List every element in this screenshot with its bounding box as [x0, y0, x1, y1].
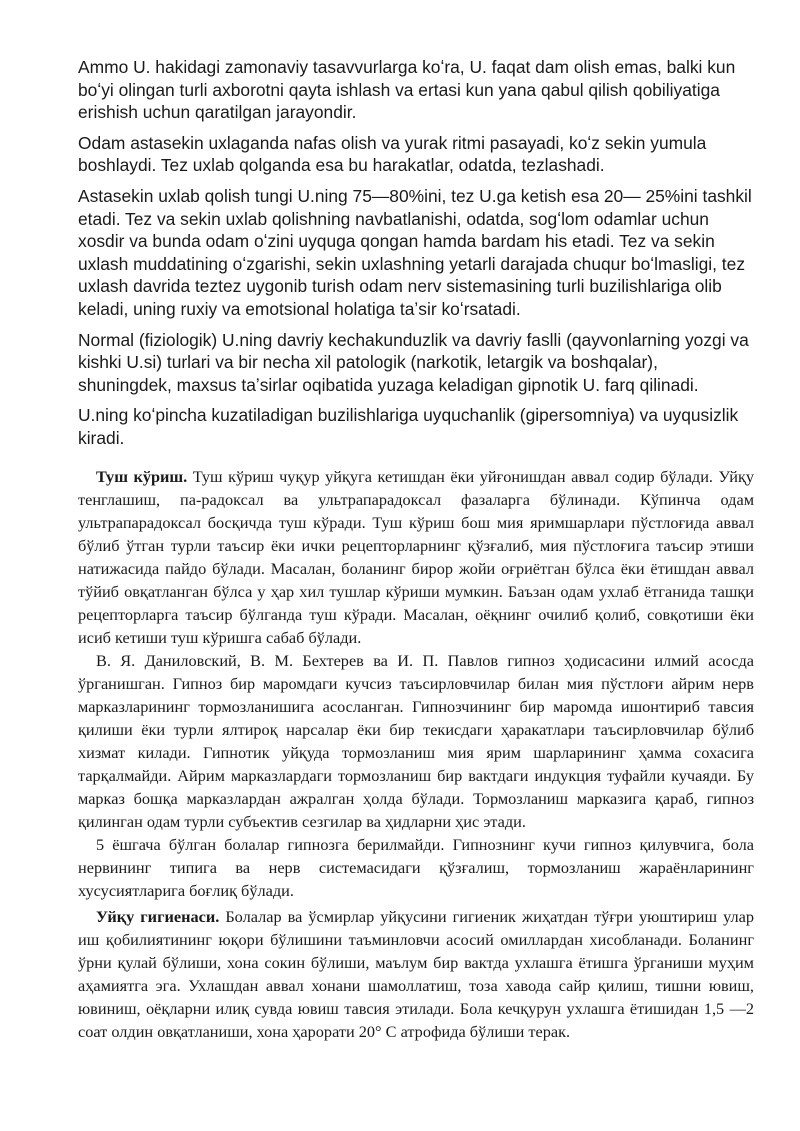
- hygiene-text: Болалар ва ўсмирлар уйқусини гигиеник жиҳатдан тўғри уюштириш улар иш қобилиятининг юқори бўлишини таъминловчи асосий омиллардан хисобланади. Боланинг ўрни қулай бўлиши, хона сокин бўлиши, маълум бир вактда ухлашга ётишга ўрганиши муҳим аҳамиятга эга. Ухлашдан аввал хонани шамоллатиш, тоза хавода сайр қилиш, тишни ювиш, ювиниш, оёқларни илиқ сувда ювиш тавсия этилади. Бола кечқурун ухлашга ётишидан 1,5 —2 соат олдин овқатланиши, хона ҳарорати 20° С атрофида бўлиши терак.: [78, 906, 754, 1041]
- dream-paragraph: [78, 465, 754, 649]
- hygiene-heading: Уйқу гигиенаси.: [96, 906, 220, 926]
- hygiene-paragraph: [78, 905, 754, 1043]
- paragraph: Odam astasekin uxlaganda nafas olish va yurak ritmi pasayadi, koʻz sekin yumula boshlaydi. Tez uxlab qolganda esa bu harakatlar, odatda, tezlashadi.: [78, 132, 707, 176]
- paragraph: Astasekin uxlab qolish tungi U.ning 75—80%ini, tez U.ga ketish esa 20— 25%ini tashkil etadi. Tez va sekin uxlab qolishning navbatlanishi, odatda, sogʻlom odamlar uchun xosdir va bunda odam oʻzini uyquga qongan hamda bardam his etadi. Tez va sekin uxlash muddatining oʻzgarishi, sekin uxlashning yetarli darajada chuqur boʻlmasligi, tez uxlash davrida teztez uygonib turish odam nerv sistemasining turli buzilishlariga olib keladi, uning ruxiy va emotsional holatiga taʼsir koʻrsatadi.: [78, 185, 752, 319]
- document-page: [78, 56, 754, 1043]
- hypnosis-paragraph: В. Я. Даниловский, В. М. Бехтерев ва И. П. Павлов гипноз ҳодисасини илмий асосда ўрганишган. Гипноз бир маромдаги кучсиз таъсирловчилар билан мия пўстлоғи айрим нерв марказларининг тормозланишига асосланган. Гипнозчининг бир маромда ишонтириб тавсия қилиши ёки турли ялтироқ нарсалар ёки бир текисдаги ҳаракатлари таъсирловчилар бўлиб хизмат килади. Гипнотик уйқуда тормозланиш мия ярим шарларининг ҳамма сохасига тарқалмайди. Айрим марказлардаги тормозланиш бир вактдаги индукция туфайли кучаяди. Бу марказ бошқа марказлардан ажралган ҳолда бўлади. Тормозланиш марказига қараб, гипноз қилинган одам турли субъектив сезгилар ва ҳидларни ҳис этади.: [78, 650, 754, 831]
- children-paragraph: 5 ёшгача бўлган болалар гипнозга берилмайди. Гипнознинг кучи гипноз қилувчига, бола нервининг типига ва нерв системасидаги қўзғалиш, тормозланиш жараёнларининг хусусиятларига боғлиқ бўлади.: [78, 834, 754, 900]
- latin-section: [78, 56, 754, 450]
- dream-heading: Туш кўриш.: [96, 466, 188, 486]
- paragraph: Ammo U. hakidagi zamonaviy tasavvurlarga koʻra, U. faqat dam olish emas, balki kun boʻyi olingan turli axborotni qayta ishlash va ertasi kun yana qabul qilish qobiliyatiga erishish uchun qaratilgan jarayondir.: [78, 57, 736, 123]
- paragraph: U.ning koʻpincha kuzatiladigan buzilishlariga uyquchanlik (gipersomniya) va uyqusizlik kiradi.: [78, 405, 739, 448]
- paragraph: Normal (fiziologik) U.ning davriy kechakunduzlik va davriy faslli (qayvonlarning yozgi va kishki U.si) turlari va bir necha xil patologik (narkotik, letargik va boshqalar), shuningdek, maxsus taʼsirlar oqibatida yuzaga keladigan gipnotik U. farq qilinadi.: [78, 329, 749, 395]
- cyrillic-section: [78, 465, 754, 1043]
- dream-text: Туш кўриш чуқур уйқуга кетишдан ёки уйғонишдан аввал содир бўлади. Уйқу тенглашиш, па-радоксал ва ультрапарадоксал фазаларга бўлинади. Кўпинча одам ультрапарадоксал босқичда туш кўради. Туш кўриш бош мия яримшарлари пўстлоғида аввал бўлиб ўтган турли таъсир ёки ички рецепторларнинг қўзғалиб, мия пўстлоғига таъсир этиши натижасида пайдо бўлади. Масалан, боланинг бирор жойи оғриётган бўлса ёки ётишдан аввал тўйиб овқатланган бўлса у ҳар хил тушлар кўриши мумкин. Баъзан одам ухлаб ётганида ташқи рецепторларга таъсир бўлганда туш кўради. Масалан, оёқнинг очилиб қолиб, совқотиши ёки исиб кетиши туш кўришга сабаб бўлади.: [78, 466, 754, 647]
